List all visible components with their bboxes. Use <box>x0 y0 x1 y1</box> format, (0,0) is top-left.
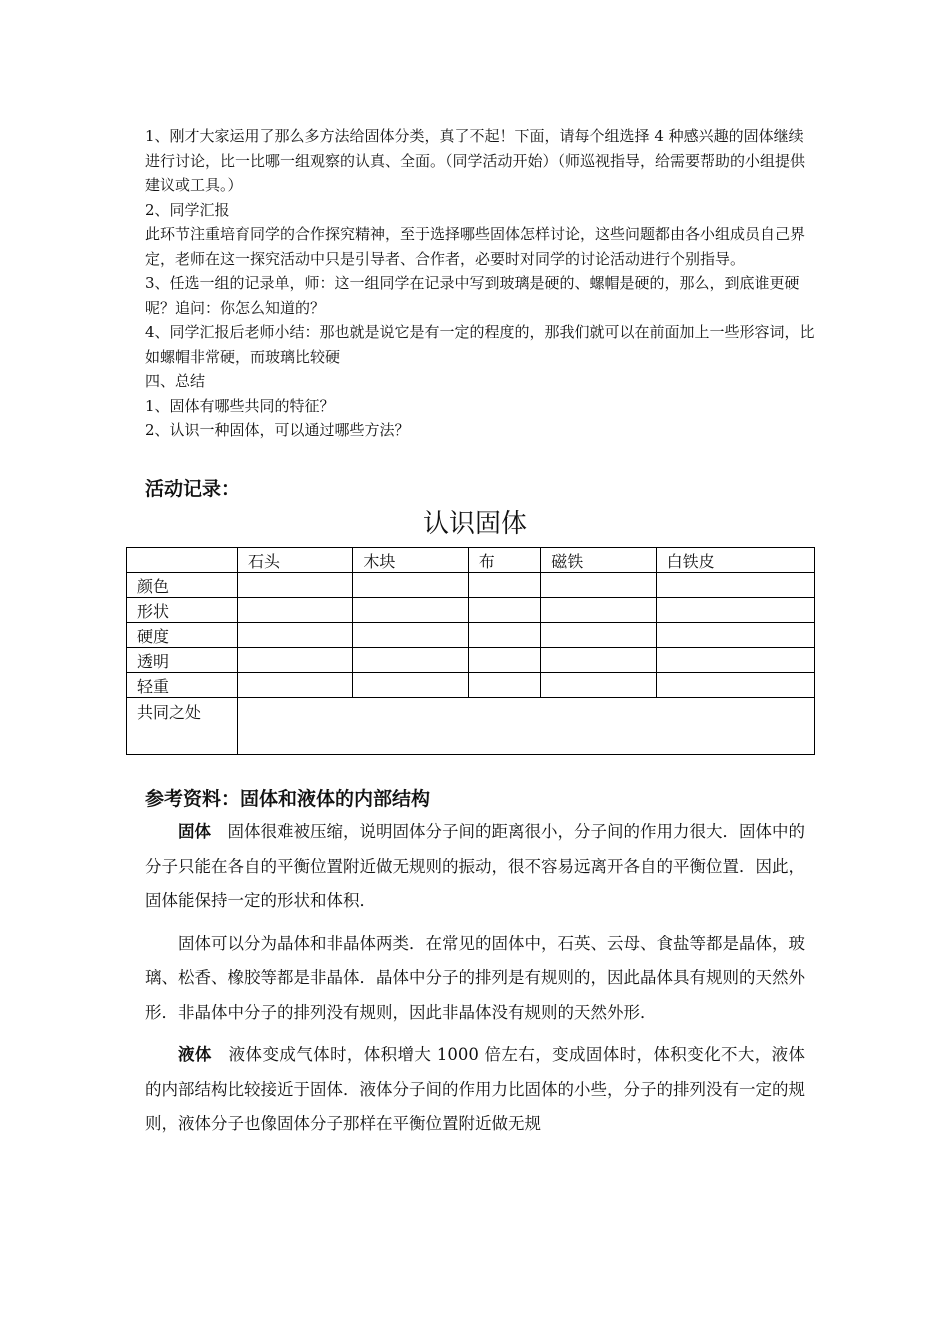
table-cell[interactable] <box>353 573 468 598</box>
column-header: 布 <box>468 548 540 573</box>
table-cell[interactable] <box>468 673 540 698</box>
lesson-line: 2、认识一种固体，可以通过哪些方法？ <box>145 421 410 439</box>
column-header: 木块 <box>353 548 468 573</box>
lesson-line: 4、同学汇报后老师小结：那也就是说它是有一定的程度的，那我们就可以在前面加上一些形容词，比如螺帽非常硬，而玻璃比较硬 <box>145 323 815 366</box>
row-header: 透明 <box>127 648 238 673</box>
table-row <box>127 648 815 673</box>
table-header-row <box>127 548 815 573</box>
table-cell[interactable] <box>468 648 540 673</box>
table-cell[interactable] <box>541 573 656 598</box>
table-row <box>127 623 815 648</box>
activity-heading: 活动记录： <box>145 478 241 500</box>
row-header: 颜色 <box>127 573 238 598</box>
table-cell[interactable] <box>238 573 353 598</box>
table-cell[interactable] <box>238 623 353 648</box>
reference-paragraph <box>145 815 805 919</box>
reference-paragraph <box>145 1038 805 1142</box>
table-cell[interactable] <box>353 648 468 673</box>
table-cell[interactable] <box>541 673 656 698</box>
table-row <box>127 573 815 598</box>
column-header: 石头 <box>238 548 353 573</box>
table-cell[interactable] <box>656 598 814 623</box>
reference-paragraph: 固体可以分为晶体和非晶体两类．在常见的固体中，石英、云母、食盐等都是晶体，玻璃、松香、橡胶等都是非晶体．晶体中分子的排列是有规则的，因此晶体具有规则的天然外形．非晶体中分子的排列没有规则，因此非晶体没有规则的天然外形． <box>145 933 805 1022</box>
solid-label: 固体 <box>178 822 211 841</box>
row-header: 轻重 <box>127 673 238 698</box>
lesson-line: 1、固体有哪些共同的特征？ <box>145 396 335 415</box>
row-header: 共同之处 <box>127 698 238 755</box>
table-row-common <box>127 698 815 755</box>
row-header: 硬度 <box>127 623 238 648</box>
table-row <box>127 598 815 623</box>
reference-body <box>145 815 805 1150</box>
table-cell[interactable] <box>238 598 353 623</box>
lesson-line: 3、任选一组的记录单，师：这一组同学在记录中写到玻璃是硬的、螺帽是硬的，那么，到底谁更硬呢？追问：你怎么知道的？ <box>145 274 800 317</box>
table-cell[interactable] <box>541 598 656 623</box>
table-cell[interactable] <box>541 623 656 648</box>
table-corner-cell <box>127 548 238 573</box>
table-cell[interactable] <box>238 648 353 673</box>
table-cell[interactable] <box>656 623 814 648</box>
common-cell[interactable] <box>238 698 815 755</box>
table-cell[interactable] <box>238 673 353 698</box>
lesson-line: 此环节注重培育同学的合作探究精神，至于选择哪些固体怎样讨论，这些问题都由各小组成员自己界定，老师在这一探究活动中只是引导者、合作者，必要时对同学的讨论活动进行个别指导。 <box>145 225 806 268</box>
table-cell[interactable] <box>656 648 814 673</box>
record-table <box>126 547 815 755</box>
column-header: 磁铁 <box>541 548 656 573</box>
table-cell[interactable] <box>353 623 468 648</box>
table-cell[interactable] <box>353 598 468 623</box>
table-cell[interactable] <box>353 673 468 698</box>
lesson-steps <box>145 124 815 443</box>
table-cell[interactable] <box>656 573 814 598</box>
table-cell[interactable] <box>468 573 540 598</box>
row-header: 形状 <box>127 598 238 623</box>
column-header: 白铁皮 <box>656 548 814 573</box>
table-cell[interactable] <box>541 648 656 673</box>
lesson-line: 四、总结 <box>145 372 206 390</box>
solid-text: 固体很难被压缩，说明固体分子间的距离很小，分子间的作用力很大．固体中的分子只能在各自的平衡位置附近做无规则的振动，很不容易远离开各自的平衡位置．因此，固体能保持一定的形状和体积． <box>145 822 805 910</box>
table-title: 认识固体 <box>422 509 527 539</box>
reference-heading: 参考资料：固体和液体的内部结构 <box>145 788 431 810</box>
table-cell[interactable] <box>468 598 540 623</box>
lesson-line: 2、同学汇报 <box>145 200 230 219</box>
liquid-text: 液体变成气体时，体积增大 1000 倍左右，变成固体时，体积变化不大，液体的内部结构比较接近于固体．液体分子间的作用力比固体的小些，分子的排列没有一定的规则，液体分子也像固体分子那样在平衡位置附近做无规 <box>145 1045 806 1133</box>
lesson-line: 1、刚才大家运用了那么多方法给固体分类，真了不起！下面，请每个组选择 4 种感兴趣的固体继续进行讨论，比一比哪一组观察的认真、全面。（同学活动开始）（师巡视指导，给需要帮助的小组提供建议或工具。） <box>145 127 806 194</box>
table-cell[interactable] <box>468 623 540 648</box>
table-row <box>127 673 815 698</box>
table-cell[interactable] <box>656 673 814 698</box>
liquid-label: 液体 <box>178 1045 212 1064</box>
